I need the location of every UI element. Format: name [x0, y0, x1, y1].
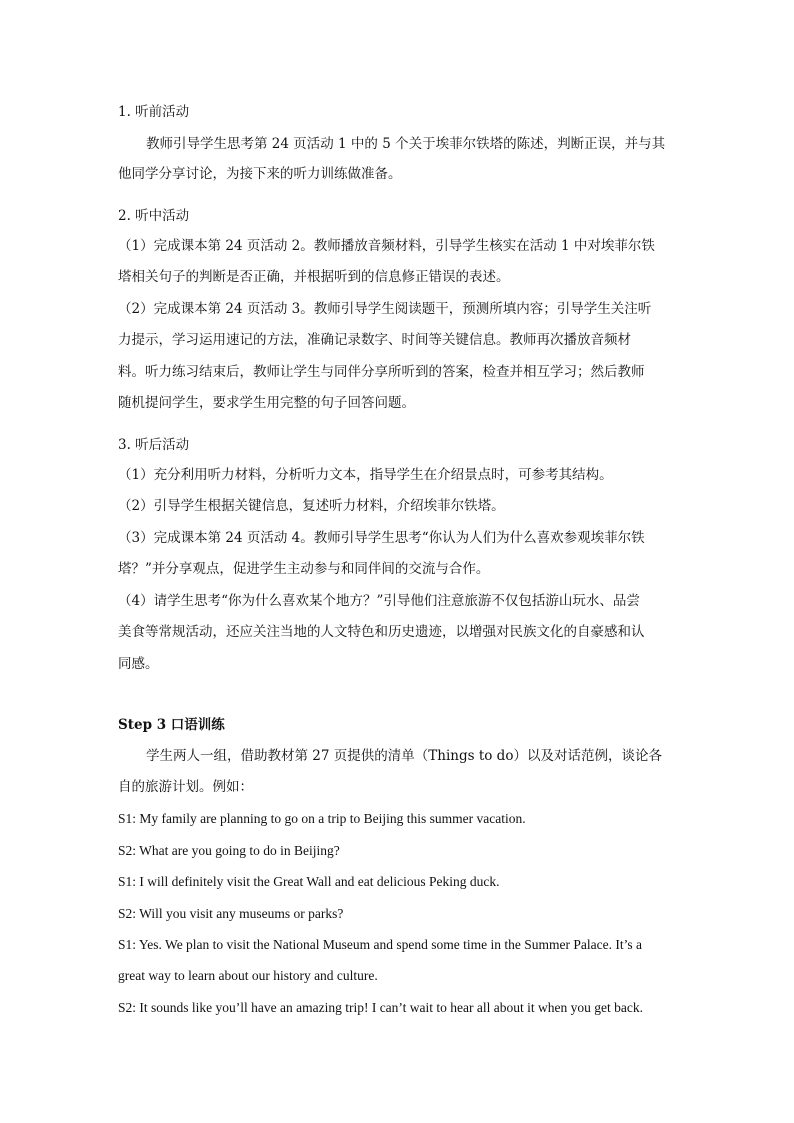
list-item-line: 塔？”并分享观点，促进学生主动参与和同伴间的交流与合作。	[118, 561, 490, 577]
dialogue-line: great way to learn about our history and culture.	[118, 968, 378, 983]
dialogue-line: S1: I will definitely visit the Great Wall and eat delicious Peking duck.	[118, 874, 500, 889]
list-item-line: 同感。	[118, 656, 159, 672]
section-heading-while-listening: 2. 听中活动	[118, 208, 190, 224]
list-item-line: （3）完成课本第 24 页活动 4。教师引导学生思考“你认为人们为什么喜欢参观埃菲尔铁	[118, 530, 645, 546]
list-item-line: 随机提问学生，要求学生用完整的句子回答问题。	[118, 395, 415, 411]
list-item-line: 塔相关句子的判断是否正确，并根据听到的信息修正错误的表述。	[118, 269, 510, 285]
list-item-line: （4）请学生思考“你为什么喜欢某个地方？”引导他们注意旅游不仅包括游山玩水、品尝	[118, 593, 640, 609]
dialogue-line: S1: My family are planning to go on a trip to Beijing this summer vacation.	[118, 811, 526, 826]
paragraph-line: 学生两人一组，借助教材第 27 页提供的清单（Things to do）以及对话范例，谈论各	[146, 748, 662, 764]
dialogue-line: S2: Will you visit any museums or parks?	[118, 906, 344, 921]
list-item-line: 力提示，学习运用速记的方法，准确记录数字、时间等关键信息。教师再次播放音频材	[118, 332, 631, 348]
dialogue-line: S2: What are you going to do in Beijing?	[118, 843, 340, 858]
dialogue-line: S2: It sounds like you’ll have an amazing trip! I can’t wait to hear all about it when you get back.	[118, 1000, 643, 1015]
paragraph-line: 自的旅游计划。例如：	[118, 779, 253, 795]
list-item-line: 美食等常规活动，还应关注当地的人文特色和历史遗迹，以增强对民族文化的自豪感和认	[118, 624, 645, 640]
dialogue-line: S1: Yes. We plan to visit the National Museum and spend some time in the Summer Palace. It’s a	[118, 937, 642, 952]
list-item-line: （2）引导学生根据关键信息，复述听力材料，介绍埃菲尔铁塔。	[118, 498, 505, 514]
list-item-line: 料。听力练习结束后，教师让学生与同伴分享所听到的答案，检查并相互学习；然后教师	[118, 364, 645, 380]
paragraph-line: 他同学分享讨论，为接下来的听力训练做准备。	[118, 166, 402, 182]
paragraph-line: 教师引导学生思考第 24 页活动 1 中的 5 个关于埃菲尔铁塔的陈述，判断正误，并与其	[146, 136, 666, 152]
step-heading-speaking: Step 3 口语训练	[118, 717, 225, 733]
section-heading-pre-listening: 1. 听前活动	[118, 104, 190, 120]
list-item-line: （1）完成课本第 24 页活动 2。教师播放音频材料，引导学生核实在活动 1 中对埃菲尔铁	[118, 238, 655, 254]
section-heading-post-listening: 3. 听后活动	[118, 437, 190, 453]
list-item-line: （1）充分利用听力材料，分析听力文本，指导学生在介绍景点时，可参考其结构。	[118, 467, 613, 483]
list-item-line: （2）完成课本第 24 页活动 3。教师引导学生阅读题干，预测所填内容；引导学生关注听	[118, 301, 652, 317]
